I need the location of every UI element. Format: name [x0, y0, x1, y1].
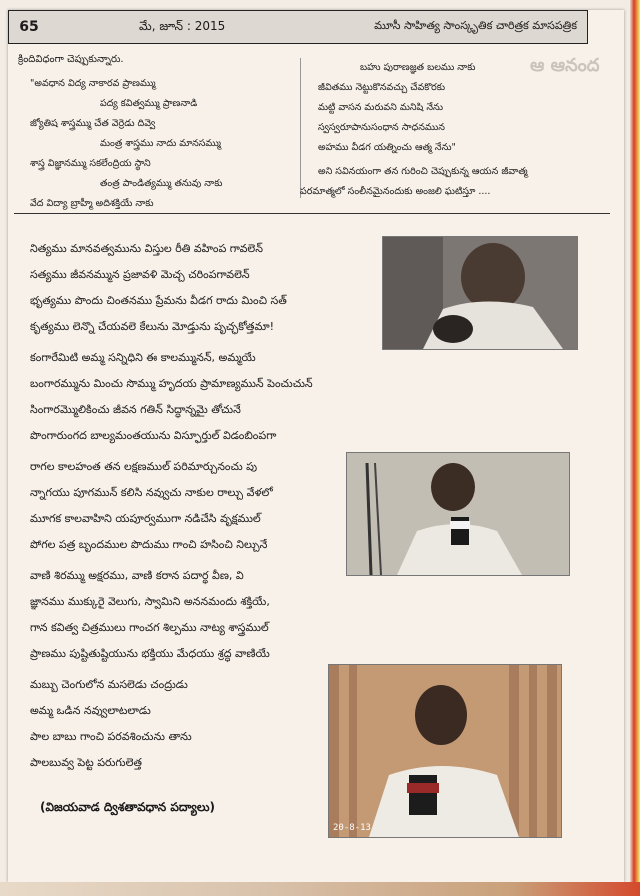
photo-timestamp: 20-8-13 — [333, 823, 371, 833]
verse-line: భృత్యము పొందు చింతనము ప్రేమను వీడగ రాదు మించి సత్ — [30, 294, 287, 307]
column-divider — [300, 58, 301, 198]
page-edge-bottom — [0, 882, 640, 896]
verse-line: పొంగారుంగద బాల్యమంతయును విస్ఫూర్తుల్ విడంబింపగా — [30, 429, 277, 442]
closing-line: పరమాత్మలో సంలీనమైనందుకు అంజలి ఘటిస్తూ .... — [300, 186, 491, 197]
verse-line: అమ్మ ఒడిన నవ్వులాటలాడు — [30, 704, 151, 717]
right-poem-line: మట్టి వాసన మరువని మనిషి నేను — [318, 102, 443, 113]
left-poem-line: శాస్త్ర విజ్ఞానమ్ము సకలేంద్రియ స్థాని — [30, 158, 151, 169]
right-poem-line: బహు పురాణజ్ఞత బలము నాకు — [360, 62, 476, 73]
left-poem-line: మంత్ర శాస్త్రము నాదు మానసమ్ము — [100, 138, 221, 149]
photo-speaker-1 — [382, 236, 578, 350]
verse-line: వాణి శిరమ్ము అక్షరము, వాణి కరాన పదార్థ వీణ, వి — [30, 569, 244, 582]
verse-line: గాన కవిత్వ చిత్రములు గాంచగ శిల్పము నాట్య శాస్త్రముల్ — [30, 621, 269, 634]
right-poem-line: అహము వీడగ యత్నించు ఆత్మ నేను" — [318, 142, 456, 153]
page-number: 65 — [19, 19, 39, 35]
photo-speaker-2 — [346, 452, 570, 576]
left-poem-line: పద్య కవిత్వమ్ము ప్రాణనాడి — [100, 98, 198, 109]
issue-date: మే, జూన్ : 2015 — [139, 18, 226, 33]
page-header — [8, 10, 588, 44]
verse-line: ప్రాణము పుష్టితుష్టియును భక్తియు మేధయు శ్రద్ధ వాణియే — [30, 647, 270, 660]
verse-line: మబ్బు చెంగులోన మసలెడు చంద్రుడు — [30, 678, 188, 691]
verse-line: సింగారమ్మొలికించు జీవన గతిన్ సిద్ధాన్నమై తోచునే — [30, 403, 241, 416]
verse-line: జ్ఞానము ముక్కురై వెలుగు, స్వామిని అననమందు శక్తియే, — [30, 595, 270, 608]
intro-line: క్రిందివిధంగా చెప్పుకున్నారు. — [18, 54, 124, 65]
photo-speaker-3 — [328, 664, 562, 838]
left-poem-line: జ్యోతిష శాస్త్రమ్ము చేత వెర్రెడు దివ్వె — [30, 118, 156, 129]
verse-line: కంగారేమిటి అమ్మ సన్నిధిని ఈ కాలమ్మునన్, అమ్మయే — [30, 351, 256, 364]
verse-line: సత్యము జీవనమ్మున ప్రజావళి మెచ్చ చరింపగావలెన్ — [30, 268, 250, 281]
verse-line: పోగల పత్ర బృందముల పొదుము గాంచి హసించి నిల్చునే — [30, 538, 268, 551]
verse-line: కృత్యము లెన్నొ చేయవలె కేలును మోడ్తును పృచ్ఛకోత్తమా! — [30, 320, 275, 333]
right-poem-line: జీవితము నెట్టుకొనవచ్చు చేవకొరకు — [318, 82, 446, 93]
magazine-title: మూసీ సాహిత్య సాంస్కృతిక చారిత్రక మాసపత్రిక — [374, 19, 577, 32]
left-poem-line: "అవధాన విద్య నాకారవ ప్రాణమ్ము — [30, 78, 156, 89]
verse-line: బంగారమ్మును మించు సొమ్ము హృదయ ప్రామాణ్యమున్ పెంచుచున్ — [30, 377, 313, 390]
verse-line: నిత్యము మానవత్వమును విస్తుల రీతి వహింప గావలెన్ — [30, 242, 263, 255]
verse-line: పాల బాబు గాంచి పరవశించును తాను — [30, 730, 192, 743]
left-poem-line: తంత్ర పాండిత్యమ్ము తనువు నాకు — [100, 178, 223, 189]
verse-line: పాలబువ్వ పెట్ట పరుగులెత్త — [30, 756, 142, 769]
verse-line: రాగల కాలహంత తన లక్షణముల్ పరిమార్చునంచు పు — [30, 460, 258, 473]
page-edge-right — [630, 0, 640, 896]
verse-line: మూగక కాలవాహిని యపూర్వముగా నడిచేసి వృక్షముల్ — [30, 512, 261, 525]
section-divider — [14, 213, 610, 214]
closing-line: అని సవినయంగా తన గురించి చెప్పుకున్న ఆయన జీవాత్మ — [318, 166, 528, 177]
poem-credit: (విజయవాడ ద్విశతావధాన పద్యాలు) — [40, 800, 215, 814]
right-poem-line: స్వస్వరూపానుసంధాన సాధనమున — [318, 122, 445, 133]
verse-line: న్నాగయు పూగమున్ కలిసి నవ్వుచు నాకుల రాల్చు వేళలో — [30, 486, 273, 499]
faded-heading-fragment: ఆ ఆనంద — [530, 55, 600, 76]
left-poem-line: వేద విద్యా బ్రాహ్మీ అదిశక్తియే నాకు — [30, 198, 154, 209]
